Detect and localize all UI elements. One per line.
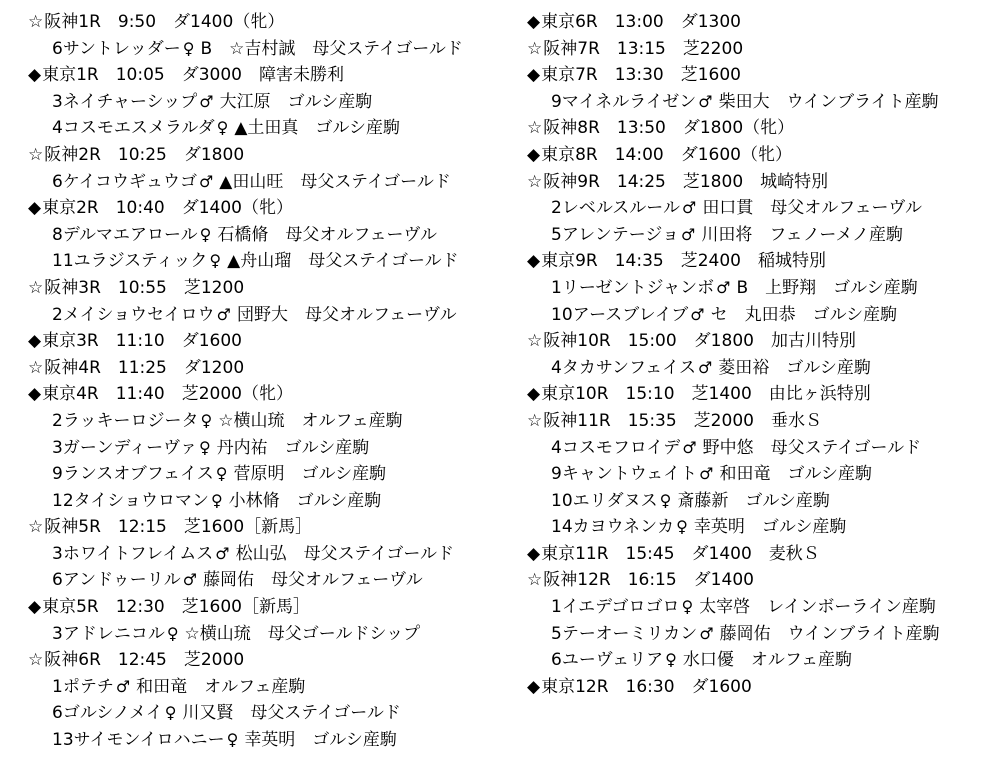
race-info: 東京2R 10:40 ダ1400（牝） xyxy=(42,198,293,219)
horse-entry xyxy=(527,89,997,116)
horse-name: 3ホワイトフレイムス xyxy=(52,543,214,564)
horse-name: 1ポテチ xyxy=(52,676,114,697)
horse-details: 大江原 ゴルシ産駒 xyxy=(219,91,373,112)
horse-name: 6アンドゥーリル xyxy=(52,570,181,591)
race-header xyxy=(28,381,498,408)
horse-name: 2ラッキーロジータ xyxy=(52,410,199,431)
race-symbol: ☆ xyxy=(527,410,543,431)
horse-entry xyxy=(28,169,498,196)
race-header xyxy=(527,381,997,408)
race-symbol: ◆ xyxy=(28,384,42,405)
horse-entry xyxy=(527,621,997,648)
female-icon: ♀ xyxy=(199,224,212,244)
horse-entry xyxy=(28,435,498,462)
race-info: 阪神5R 12:15 芝1600［新馬］ xyxy=(44,517,313,538)
horse-details: B 上野翔 ゴルシ産駒 xyxy=(736,277,918,298)
horse-details: 斎藤新 ゴルシ産駒 xyxy=(677,490,830,511)
female-icon: ♀ xyxy=(226,730,239,750)
race-header xyxy=(527,674,997,701)
horse-details: 幸英明 ゴルシ産駒 xyxy=(244,730,397,751)
horse-entry xyxy=(527,222,997,249)
race-info: 阪神1R 9:50 ダ1400（牝） xyxy=(44,12,285,32)
horse-name: 13サイモンイロハニー xyxy=(52,730,225,751)
horse-entry xyxy=(28,248,498,275)
male-icon: ♂ xyxy=(682,437,697,457)
horse-details: 団野大 母父オルフェーヴル xyxy=(236,304,457,325)
race-info: 東京7R 13:30 芝1600 xyxy=(541,65,741,86)
race-info: 阪神6R 12:45 芝2000 xyxy=(44,650,245,671)
horse-entry xyxy=(527,302,997,329)
male-icon: ♂ xyxy=(216,304,231,324)
race-symbol: ☆ xyxy=(527,171,543,192)
race-header xyxy=(527,36,997,63)
race-symbol: ◆ xyxy=(527,384,541,405)
race-symbol: ☆ xyxy=(527,38,543,59)
horse-entry xyxy=(527,275,997,302)
race-info: 阪神11R 15:35 芝2000 垂水Ｓ xyxy=(543,410,822,431)
race-header xyxy=(527,142,997,169)
horse-name: 9キャントウェイト xyxy=(551,464,698,485)
race-header xyxy=(28,647,498,674)
horse-name: 3ガーンディーヴァ xyxy=(52,437,197,458)
horse-entry xyxy=(527,355,997,382)
race-symbol: ☆ xyxy=(527,118,543,139)
horse-name: 5テーオーミリカン xyxy=(551,623,698,644)
horse-name: 2レベルスルール xyxy=(551,198,680,219)
horse-entry xyxy=(527,594,997,621)
horse-details: 川田将 フェノーメノ産駒 xyxy=(701,224,903,245)
female-icon: ♀ xyxy=(164,703,177,723)
female-icon: ♀ xyxy=(210,490,223,510)
horse-entry xyxy=(28,700,498,727)
female-icon: ♀ xyxy=(665,650,677,670)
race-symbol: ◆ xyxy=(527,543,541,564)
horse-name: 11ユラジスティック xyxy=(52,251,208,272)
horse-name: 8デルマエアロール xyxy=(52,224,198,245)
race-header xyxy=(28,594,498,621)
horse-name: 9ランスオブフェイス xyxy=(52,464,214,485)
horse-details: 菅原明 ゴルシ産駒 xyxy=(233,464,387,485)
race-info: 阪神8R 13:50 ダ1800（牝） xyxy=(543,118,795,139)
female-icon: ♀ xyxy=(198,437,211,457)
horse-name: 3アドレニコル xyxy=(52,623,165,644)
male-icon: ♂ xyxy=(681,224,696,244)
horse-entry xyxy=(28,36,498,63)
race-symbol: ◆ xyxy=(28,198,42,219)
horse-details: B ☆吉村誠 母父ステイゴールド xyxy=(200,38,463,59)
male-icon: ♂ xyxy=(699,623,714,643)
female-icon: ♀ xyxy=(200,410,213,430)
race-info: 阪神3R 10:55 芝1200 xyxy=(44,277,245,298)
horse-entry xyxy=(527,461,997,488)
horse-details: ☆横山琉 オルフェ産駒 xyxy=(218,410,403,431)
horse-details: 幸英明 ゴルシ産駒 xyxy=(693,517,847,538)
race-header xyxy=(527,115,997,142)
male-icon: ♂ xyxy=(716,277,731,297)
race-symbol: ☆ xyxy=(28,650,44,671)
horse-details: 菱田裕 ゴルシ産駒 xyxy=(718,357,871,378)
race-symbol: ☆ xyxy=(527,570,543,591)
race-info: 阪神10R 15:00 ダ1800 加古川特別 xyxy=(543,331,856,352)
horse-name: 10アースブレイブ xyxy=(551,304,689,325)
horse-entry xyxy=(527,435,997,462)
race-header xyxy=(527,328,997,355)
horse-name: 5アレンテージョ xyxy=(551,224,680,245)
male-icon: ♂ xyxy=(182,570,198,590)
female-icon: ♀ xyxy=(166,623,179,643)
race-symbol: ☆ xyxy=(28,277,44,298)
horse-name: 4タカサンフェイス xyxy=(551,357,696,378)
race-info: 東京8R 14:00 ダ1600（牝） xyxy=(541,144,792,165)
race-symbol: ◆ xyxy=(527,65,541,86)
horse-details: ☆横山琉 母父ゴールドシップ xyxy=(184,623,421,644)
right-column xyxy=(527,9,997,700)
horse-name: 1リーゼントジャンボ xyxy=(551,277,715,298)
female-icon: ♀ xyxy=(676,517,688,537)
race-symbol: ☆ xyxy=(28,517,44,538)
horse-entry xyxy=(527,514,997,541)
female-icon: ♀ xyxy=(209,251,222,271)
race-symbol: ☆ xyxy=(28,144,44,165)
horse-details: 小林脩 ゴルシ産駒 xyxy=(228,490,382,511)
race-header xyxy=(527,541,997,568)
race-info: 東京1R 10:05 ダ3000 障害未勝利 xyxy=(42,65,344,86)
race-header xyxy=(28,514,498,541)
horse-name: 10エリダヌス xyxy=(551,490,658,511)
race-header xyxy=(28,142,498,169)
horse-entry xyxy=(28,115,498,142)
race-info: 東京3R 11:10 ダ1600 xyxy=(42,331,242,352)
race-header xyxy=(527,408,997,435)
male-icon: ♂ xyxy=(199,91,214,111)
female-icon: ♀ xyxy=(681,597,694,617)
female-icon: ♀ xyxy=(659,490,672,510)
male-icon: ♂ xyxy=(698,91,713,111)
horse-details: 藤岡佑 母父オルフェーヴル xyxy=(203,570,423,591)
horse-details: 柴田大 ウインブライト産駒 xyxy=(718,91,939,112)
horse-details: セ 丸田恭 ゴルシ産駒 xyxy=(710,304,898,325)
horse-details: 石橋脩 母父オルフェーヴル xyxy=(217,224,437,245)
horse-entry xyxy=(28,727,498,754)
race-header xyxy=(28,9,498,36)
race-symbol: ◆ xyxy=(28,597,42,618)
horse-details: 和田竜 ゴルシ産駒 xyxy=(719,464,873,485)
horse-entry xyxy=(28,567,498,594)
female-icon: ♀ xyxy=(215,464,228,484)
race-symbol: ☆ xyxy=(28,12,44,32)
horse-entry xyxy=(28,541,498,568)
horse-entry xyxy=(28,621,498,648)
race-info: 阪神7R 13:15 芝2200 xyxy=(543,38,744,59)
horse-details: 和田竜 オルフェ産駒 xyxy=(136,676,306,697)
race-header xyxy=(527,62,997,89)
race-info: 東京10R 15:10 芝1400 由比ヶ浜特別 xyxy=(541,384,871,405)
race-info: 東京5R 12:30 芝1600［新馬］ xyxy=(42,597,310,618)
horse-name: 2メイショウセイロウ xyxy=(52,304,215,325)
race-info: 阪神2R 10:25 ダ1800 xyxy=(44,144,245,165)
horse-name: 4コスモフロイデ xyxy=(551,437,681,458)
race-header xyxy=(527,248,997,275)
horse-details: 藤岡佑 ウインブライト産駒 xyxy=(719,623,940,644)
race-info: 阪神9R 14:25 芝1800 城崎特別 xyxy=(543,171,829,192)
horse-name: 6ケイコウギュウゴ xyxy=(52,171,197,192)
race-info: 東京4R 11:40 芝2000（牝） xyxy=(42,384,293,405)
horse-entry xyxy=(527,488,997,515)
horse-details: ▲土田真 ゴルシ産駒 xyxy=(234,118,401,139)
race-info: 阪神4R 11:25 ダ1200 xyxy=(44,357,245,378)
male-icon: ♂ xyxy=(681,198,697,218)
horse-name: 12タイショウロマン xyxy=(52,490,209,511)
horse-entry xyxy=(527,647,997,674)
horse-details: 松山弘 母父ステイゴールド xyxy=(235,543,455,564)
race-header xyxy=(527,9,997,36)
race-header xyxy=(28,355,498,382)
male-icon: ♂ xyxy=(699,464,714,484)
horse-details: 田口貫 母父オルフェーヴル xyxy=(702,198,922,219)
horse-name: 14カヨウネンカ xyxy=(551,517,675,538)
race-symbol: ◆ xyxy=(527,144,541,165)
horse-name: 4コスモエスメラルダ xyxy=(52,118,215,139)
horse-details: ▲田山旺 母父ステイゴールド xyxy=(219,171,451,192)
horse-entry xyxy=(527,195,997,222)
race-header xyxy=(527,567,997,594)
race-header xyxy=(28,62,498,89)
male-icon: ♂ xyxy=(215,543,230,563)
race-symbol: ☆ xyxy=(28,357,44,378)
horse-entry xyxy=(28,222,498,249)
race-symbol: ☆ xyxy=(527,331,543,352)
race-header xyxy=(527,169,997,196)
male-icon: ♂ xyxy=(198,171,214,191)
horse-details: 水口優 オルフェ産駒 xyxy=(682,650,853,671)
left-column xyxy=(28,9,498,754)
horse-details: 野中悠 母父ステイゴールド xyxy=(702,437,922,458)
horse-name: 6サントレッダー xyxy=(52,38,181,59)
race-symbol: ◆ xyxy=(28,331,42,352)
horse-entry xyxy=(28,302,498,329)
horse-entry xyxy=(28,89,498,116)
horse-name: 1イエデゴロゴロ xyxy=(551,597,680,618)
race-symbol: ◆ xyxy=(527,676,541,697)
horse-entry xyxy=(28,488,498,515)
horse-details: 太宰啓 レインボーライン産駒 xyxy=(699,597,936,618)
horse-details: ▲舟山瑠 母父ステイゴールド xyxy=(227,251,459,272)
female-icon: ♀ xyxy=(182,38,195,58)
race-header xyxy=(28,275,498,302)
horse-entry xyxy=(28,674,498,701)
race-symbol: ◆ xyxy=(28,65,42,86)
horse-name: 3ネイチャーシップ xyxy=(52,91,198,112)
race-info: 阪神12R 16:15 ダ1400 xyxy=(543,570,754,591)
horse-entry xyxy=(28,461,498,488)
male-icon: ♂ xyxy=(690,304,705,324)
race-info: 東京12R 16:30 ダ1600 xyxy=(541,676,752,697)
horse-details: 川又賢 母父ステイゴールド xyxy=(182,703,401,724)
horse-name: 9マイネルライゼン xyxy=(551,91,697,112)
race-header xyxy=(28,195,498,222)
horse-entry xyxy=(28,408,498,435)
male-icon: ♂ xyxy=(115,676,131,696)
race-header xyxy=(28,328,498,355)
race-info: 東京9R 14:35 芝2400 稲城特別 xyxy=(541,251,826,272)
race-symbol: ◆ xyxy=(527,251,541,272)
race-info: 東京6R 13:00 ダ1300 xyxy=(541,12,741,32)
horse-details: 丹内祐 ゴルシ産駒 xyxy=(216,437,370,458)
race-info: 東京11R 15:45 ダ1400 麦秋Ｓ xyxy=(541,543,820,564)
race-symbol: ◆ xyxy=(527,12,541,32)
female-icon: ♀ xyxy=(216,118,229,138)
male-icon: ♂ xyxy=(697,357,713,377)
horse-name: 6ゴルシノメイ xyxy=(52,703,163,724)
horse-name: 6ユーヴェリア xyxy=(551,650,664,671)
